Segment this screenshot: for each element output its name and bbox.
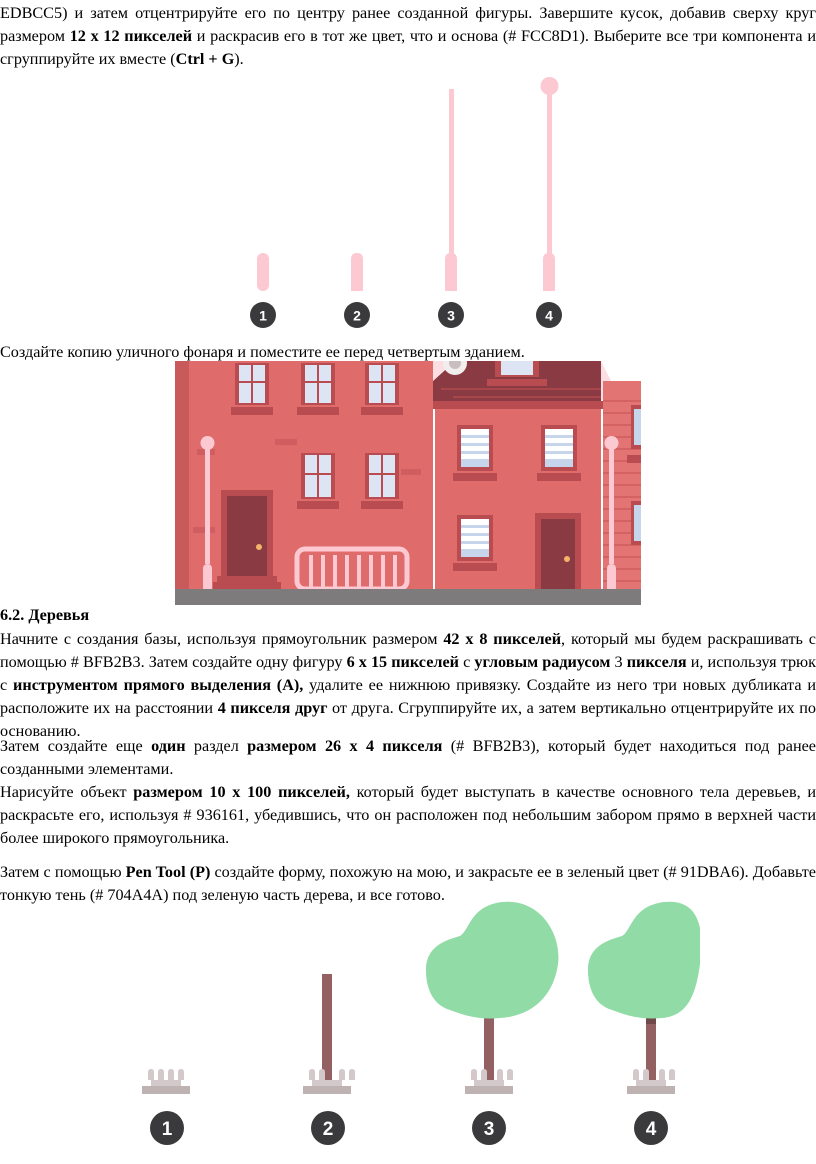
text-run: и, используя трюк с [0,653,816,694]
tree-badge-1 [150,1111,184,1145]
text-run: Начните с создания базы, используя прямоугольник размером [0,630,444,648]
text-run: EDBCC5) и затем отцентрируйте его по центру ранее созданной фигуры. Завершите кусок, добавив сверху круг размером [0,4,816,45]
text-run: (# BFB2B3), который будет находиться под ранее созданными элементами. [0,737,816,778]
tree-badge-1-label: 1 [161,1119,173,1140]
step-badge-3 [438,302,464,328]
lamp-step-4-top-circle [541,77,559,95]
text-run: Затем с помощью [0,863,126,881]
lamp-step-1-shape [257,253,269,291]
lamp-step-4-shape [543,253,555,291]
text-run: Затем создайте еще [0,737,152,755]
text-run: от друга. Сгруппируйте их, а затем вертикально отцентрируйте их по основанию. [0,699,816,740]
step-badge-4-label: 4 [545,307,553,324]
text-run: с [458,653,475,671]
paragraph-tree-section [0,735,816,781]
tree-step-3 [426,902,558,1094]
tree-step-1-fence [142,1069,190,1094]
text-run: 3 [610,653,627,671]
text-run: , который мы будем раскрашивать с помощью # BFB2B3. Затем создайте одну фигуру [0,630,816,671]
bold-text-run: один [151,737,186,755]
step-badge-4 [536,302,562,328]
bold-text-run: Pen Tool (P) [125,863,211,881]
bold-text-run: Ctrl + G [175,50,235,68]
tree-step-2 [303,974,355,1094]
section-heading-trees: 6.2. Деревья [0,606,90,624]
bold-text-run: 4 пикселя друг [217,699,328,717]
bold-text-run: угловым радиусом [474,653,611,671]
tree-badge-2-label: 2 [322,1119,334,1140]
bold-text-run: пикселя [626,653,687,671]
lamp-step-2-shape [351,253,363,291]
building-left-edge [175,361,189,589]
tree-badge-2 [311,1111,345,1145]
tree-badge-4-label: 4 [645,1119,657,1140]
bold-text-run: 12 x 12 пикселей [69,27,193,45]
text-run: создайте форму, похожую на мою, и закрасьте ее в зеленый цвет (# 91DBA6). Добавьте тонкую тень (# 704A4A) под зеленую часть дерева, и все готово. [0,863,816,904]
text-run: раздел [185,737,248,755]
step-badge-2-label: 2 [353,307,361,324]
step-badge-3-label: 3 [447,307,455,324]
tree-badge-3 [472,1111,506,1145]
bold-text-run: 6 x 15 пикселей [346,653,459,671]
building-left-door-knob [256,544,262,550]
lamp-step-3-pole [449,89,454,255]
building-left-window-row-top [231,363,403,415]
building-middle-roof [433,361,603,401]
paragraph-lamp-finish [0,2,816,71]
bold-text-run: инструментом прямого выделения (A), [13,676,304,694]
bold-text-run: 42 x 8 пикселей [443,630,562,648]
figure-tree-steps [120,894,700,1150]
bold-text-run: размером 26 x 4 пикселя [247,737,443,755]
paragraph-tree-base [0,628,816,743]
text-run: который будет выступать в качестве основного тела деревьев, и раскрасьте его, используя # 936161, убедившись, что он расположен под небольшим забором прямо в верхней части более широкого прямоугольника. [0,783,816,847]
tree-badge-4 [634,1111,668,1145]
tree-step-4 [588,902,700,1094]
figure-street-lamp-steps [230,72,590,334]
text-run: и раскрасив его в тот же цвет, что и основа (# FCC8D1). Выберите все три компонента и сгруппируйте их вместе ( [0,27,816,68]
text-run: ). [234,50,244,68]
step-badge-2 [344,302,370,328]
tree-badge-3-label: 3 [483,1119,495,1140]
lamp-step-3-shape [445,253,457,291]
step-badge-1 [250,302,276,328]
bold-text-run: размером 10 x 100 пикселей, [133,783,350,801]
figure-building-street-scene [175,361,641,605]
text-run: удалите ее нижнюю привязку. Создайте из него три новых дубликата и расположите их на расстоянии [0,676,816,717]
text-run: Создайте копию уличного фонаря и поместите ее перед четвертым зданием. [0,343,525,361]
step-badge-1-label: 1 [259,307,267,324]
lamp-step-4-pole [547,89,552,255]
paragraph-tree-trunk [0,781,816,850]
building-left-door [227,496,267,576]
sidewalk [175,589,641,605]
building-middle-door-knob [564,556,570,562]
building-middle-door [541,519,575,589]
text-run: Нарисуйте объект [0,783,134,801]
